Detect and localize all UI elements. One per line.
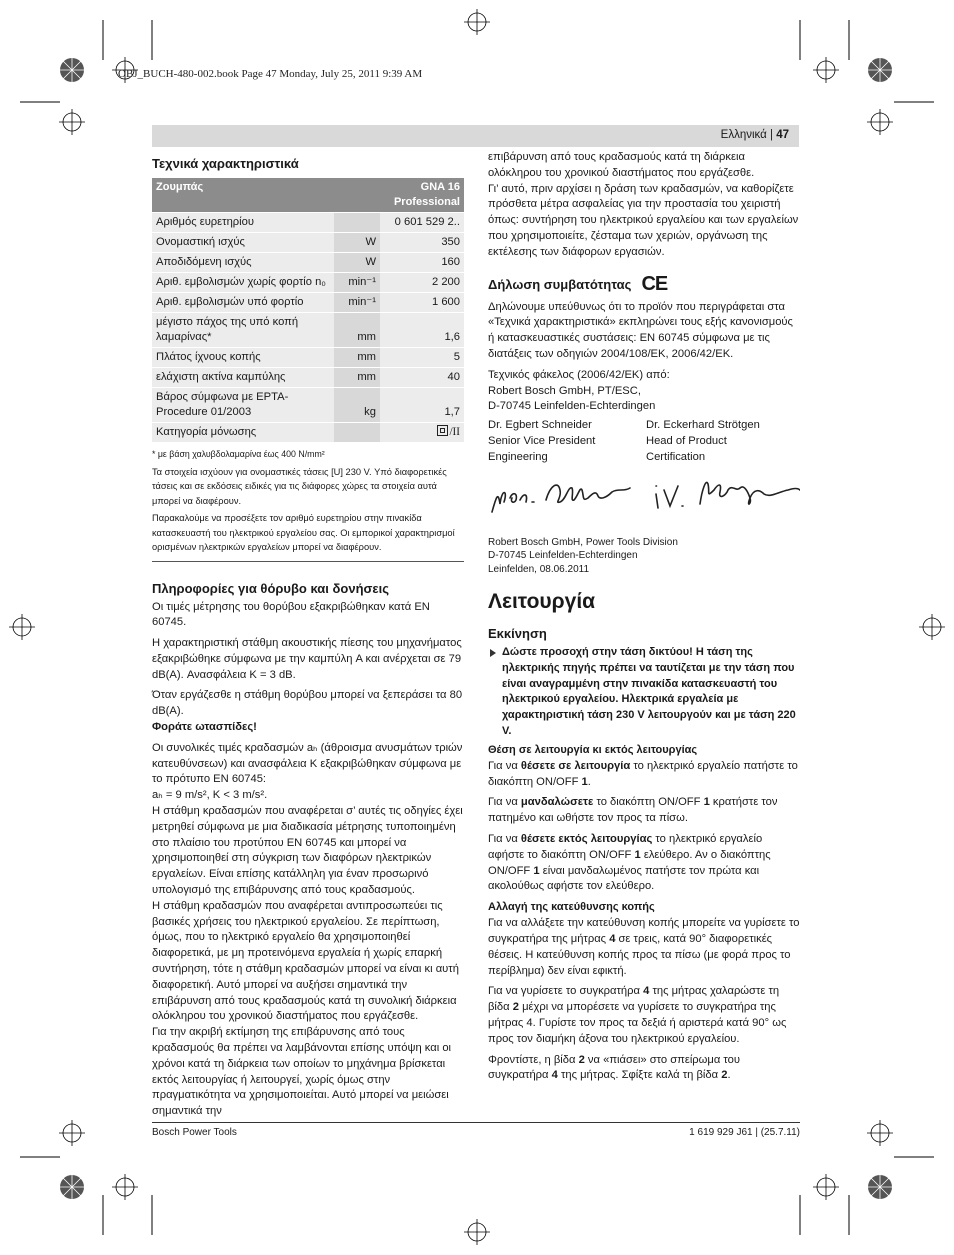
noise-p8: Η στάθμη κραδασμών που αναφέρεται αντιπροσωπεύει τις βασικές χρήσεις του ηλεκτρικού εργαλείου. Σε περίπτωση, όμως, που το ηλεκτρικό εργαλείο θα χρησιμοποιηθεί διαφορετικά, με μη προτεινόμενα εργαλεία ή χωρίς επαρκή συντήρηση, τότε η στάθμη κραδασμών μπορεί να είναι κι αυτή διαφορετική. Αυτό μπορεί να αυξήσει σημαντικά την επιβάρυνση από τους κραδασμούς κατά τη συνολική διάρκεια ολόκληρου του χρονικού διαστήματος που εργάζεσθε. xyxy=(152,899,459,1023)
footnote-1: * με βάση χαλυβδολαμαρίνα έως 400 N/mm² xyxy=(152,449,325,459)
cont-p1: επιβάρυνση από τους κραδασμούς κατά τη διάρκεια ολόκληρου του χρονικού διαστήματος που εργάζεσθε. xyxy=(488,151,755,179)
divider xyxy=(152,561,464,562)
file-header: OBJ_BUCH-480-002.book Page 47 Monday, July 25, 2011 9:39 AM xyxy=(118,68,423,80)
sig1-role1: Senior Vice President xyxy=(488,434,596,447)
decl-p4: D-70745 Leinfelden-Echterdingen xyxy=(488,400,656,413)
onoff-p2: Για να μανδαλώσετε το διακόπτη ON/OFF 1 κρατήστε τον πατημένο και ωθήστε τον προς τα πίσω. xyxy=(488,796,778,825)
noise-p6: aₕ = 9 m/s², K < 3 m/s². xyxy=(152,789,268,802)
page-header-bar: Ελληνικά | 47 xyxy=(152,125,799,147)
sig1-role2: Engineering xyxy=(488,450,548,463)
start-title: Εκκίνηση xyxy=(488,626,547,642)
table-row: Κατηγορία μόνωσης /II xyxy=(152,423,464,443)
sig2-role2: Certification xyxy=(646,450,706,463)
page-language: Ελληνικά xyxy=(720,129,767,141)
decl-p3: Robert Bosch GmbH, PT/ESC, xyxy=(488,384,641,397)
footer-left: Bosch Power Tools xyxy=(152,1127,237,1138)
table-row: Αποδιδόμενη ισχύς W 160 xyxy=(152,253,464,273)
onoff-title: Θέση σε λειτουργία κι εκτός λειτουργίας xyxy=(488,743,698,756)
company-line-1: Robert Bosch GmbH, Power Tools Division xyxy=(488,536,678,548)
table-row: Πλάτος ίχνους κοπής mm 5 xyxy=(152,348,464,368)
noise-p7: Η στάθμη κραδασμών που αναφέρεται σ’ αυτές τις οδηγίες έχει μετρηθεί σύμφωνα με μια διαδικασία μέτρησης τυποποιημένη στο πλαίσιο του προτύπου EN 60745 και μπορεί να χρησιμοποιηθεί στη σύγκριση των διαφόρων ηλεκτρικών εργαλείων. Είναι επίσης κατάλληλη για έναν προσωρινό υπολογισμό της επιβάρυνσης από τους κραδασμούς. xyxy=(152,805,463,897)
right-column xyxy=(488,150,800,1084)
table-row: Ονομαστική ισχύς W 350 xyxy=(152,233,464,253)
decl-p1: Δηλώνουμε υπεύθυνως ότι το προϊόν που περιγράφεται στα «Τεχνικά χαρακτηριστικά» εκπληρώνει τους εξής κανονισμούς ή κατασκευαστικές συστάσεις: EN 60745 σύμφωνα με τις διατάξεις των οδηγιών 2004/108/ΕΚ, 2006/42/ΕΚ. xyxy=(488,300,793,360)
operation-title: Λειτουργία xyxy=(488,590,596,614)
footnote-2: Τα στοιχεία ισχύουν για ονομαστικές τάσεις [U] 230 V. Υπό διαφορετικές τάσεις και σε εκδόσεις ειδικές για τις διάφορες χώρες τα στοιχεία αυτά μπορεί να διαφέρουν. xyxy=(152,466,447,506)
cont-p2: Γι’ αυτό, πριν αρχίσει η δράση των κραδασμών, να καθορίζετε πρόσθετα μέτρα ασφαλείας για την προστασία του χειριστή όπως: συντήρηση του ηλεκτρικού εργαλείου και των εργαλείων που χρησιμοποιείτε, ζέσταμα των χεριών, οργάνωση της εκτέλεσης των διάφορων εργασιών. xyxy=(488,182,799,258)
noise-p4: Φοράτε ωτασπίδες! xyxy=(152,721,257,734)
specs-header-model: GNA 16 xyxy=(420,181,460,193)
noise-p9: Για την ακριβή εκτίμηση της επιβάρυνσης από τους κραδασμούς θα πρέπει να λαμβάνονται επίσης υπόψη και οι χρόνοι κατά τη διάρκεια των οποίων το μηχάνημα βρίσκεται εκτός λειτουργίας ή λειτουργεί, χωρίς όμως στην πραγματικότητα να χρησιμοποιείται. Αυτό μπορεί να μειώσει σημαντικά την xyxy=(152,1026,452,1118)
noise-title: Πληροφορίες για θόρυβο και δονήσεις xyxy=(152,580,389,596)
noise-p2: Η χαρακτηριστική στάθμη ακουστικής πίεσης του μηχανήματος εξακριβώθηκε σύμφωνα με την καμπύλη A και ανέρχεται σε 79 dB(A). Ανασφάλεια K = 3 dB. xyxy=(152,637,462,681)
handwritten-signatures xyxy=(488,468,800,528)
table-row: Βάρος σύμφωνα με EPTA-Procedure 01/2003 kg 1,7 xyxy=(152,388,464,423)
voltage-warning: Δώστε προσοχή στην τάση δικτύου! Η τάση της ηλεκτρικής πηγής πρέπει να ταυτίζεται με την τάση που είναι αναγραμμένη στην πινακίδα κατασκευαστή του ηλεκτρικού εργαλείου. Ηλεκτρικά εργαλεία με χαρακτηριστική τάση 230 V λειτουργούν και με τάση 220 V. xyxy=(502,646,796,738)
noise-p5: Οι συνολικές τιμές κραδασμών aₕ (άθροισμα ανυσμάτων τριών κατευθύνσεων) και ανασφάλεια K εξακριβώθηκαν σύμφωνα με το πρότυπο EN 60745: xyxy=(152,741,463,786)
onoff-p1: Για να θέσετε σε λειτουργία το ηλεκτρικό εργαλείο πατήστε το διακόπτη ON/OFF 1. xyxy=(488,759,798,788)
signatories xyxy=(488,418,800,465)
noise-p1: Οι τιμές μέτρησης του θορύβου εξακριβώθηκαν κατά EN 60745. xyxy=(152,600,430,629)
company-line-2: D-70745 Leinfelden-Echterdingen xyxy=(488,550,638,562)
specs-header-row xyxy=(152,178,464,213)
left-column xyxy=(152,150,464,1120)
direction-title: Αλλαγή της κατεύθυνσης κοπής xyxy=(488,901,655,914)
ce-mark-icon: CE xyxy=(641,272,668,295)
declaration-title: Δήλωση συμβατότητας xyxy=(488,276,632,292)
table-row: Αριθ. εμβολισμών χωρίς φορτίο n₀ min⁻¹ 2 200 xyxy=(152,273,464,293)
page-number: 47 xyxy=(776,129,789,141)
dir-p3: Φροντίστε, η βίδα 2 να «πιάσει» στο σπείρωμα του συγκρατήρα 4 της μήτρας. Σφίξτε καλά τη βίδα 2. xyxy=(488,1053,741,1082)
insulation-class-icon xyxy=(437,425,448,436)
bullet-arrow-icon xyxy=(490,649,496,657)
specs-header-label: Ζουμπάς xyxy=(152,178,380,213)
company-line-3: Leinfelden, 08.06.2011 xyxy=(488,563,590,575)
specs-table xyxy=(152,178,464,443)
noise-p3: Όταν εργάζεσθε η στάθμη θορύβου μπορεί να ξεπεράσει τα 80 dB(A). xyxy=(152,689,463,718)
footer-rule xyxy=(152,1122,800,1123)
dir-p1: Για να αλλάξετε την κατεύθυνση κοπής μπορείτε να γυρίσετε το συγκρατήρα της μήτρας 4 σε τρεις, κατά 90° διαφορετικές θέσεις. Η κατεύθυνση κοπής προς τα πίσω (με φορά προς το περίβλημα) δεν είναι εφικτή. xyxy=(488,917,800,977)
dir-p2: Για να γυρίσετε το συγκρατήρα 4 της μήτρας χαλαρώστε τη βίδα 2 μέχρι να μπορέσετε να γυρίσετε το συγκρατήρα της μήτρας 4. Γυρίστε τον προς τα δεξιά ή αριστερά κατά 90° ως προς τον διαμήκη άξονα του ηλεκτρικού εργαλείου. xyxy=(488,985,787,1045)
decl-p2: Τεχνικός φάκελος (2006/42/ΕΚ) από: xyxy=(488,368,670,381)
table-row: Αριθμός ευρετηρίου 0 601 529 2.. xyxy=(152,213,464,233)
sig1-name: Dr. Egbert Schneider xyxy=(488,419,592,432)
specs-header-model2: Professional xyxy=(393,196,460,208)
footer-right: 1 619 929 J61 | (25.7.11) xyxy=(689,1127,800,1138)
table-row: μέγιστο πάχος της υπό κοπή λαμαρίνας* mm 1,6 xyxy=(152,313,464,348)
sig2-name: Dr. Eckerhard Strötgen xyxy=(646,419,760,432)
sig2-role1: Head of Product xyxy=(646,434,727,447)
table-row: ελάχιστη ακτίνα καμπύλης mm 40 xyxy=(152,368,464,388)
specs-title: Τεχνικά χαρακτηριστικά xyxy=(152,156,299,171)
table-row: Αριθ. εμβολισμών υπό φορτίο min⁻¹ 1 600 xyxy=(152,293,464,313)
footnote-3: Παρακαλούμε να προσέξετε τον αριθμό ευρετηρίου στην πινακίδα κατασκευαστή του ηλεκτρικού εργαλείου σας. Οι εμπορικοί χαρακτηρισμοί ορισμένων ηλεκτρικών εργαλείων μπορεί να διαφέρουν. xyxy=(152,513,455,552)
onoff-p3: Για να θέσετε εκτός λειτουργίας το ηλεκτρικό εργαλείο αφήστε το διακόπτη ON/OFF 1 ελεύθερο. Αν ο διακόπτης ON/OFF 1 είναι μανδαλωμένος πατήστε τον πρώτα και ακολούθως αφήστε τον ελεύθερο. xyxy=(488,833,771,893)
